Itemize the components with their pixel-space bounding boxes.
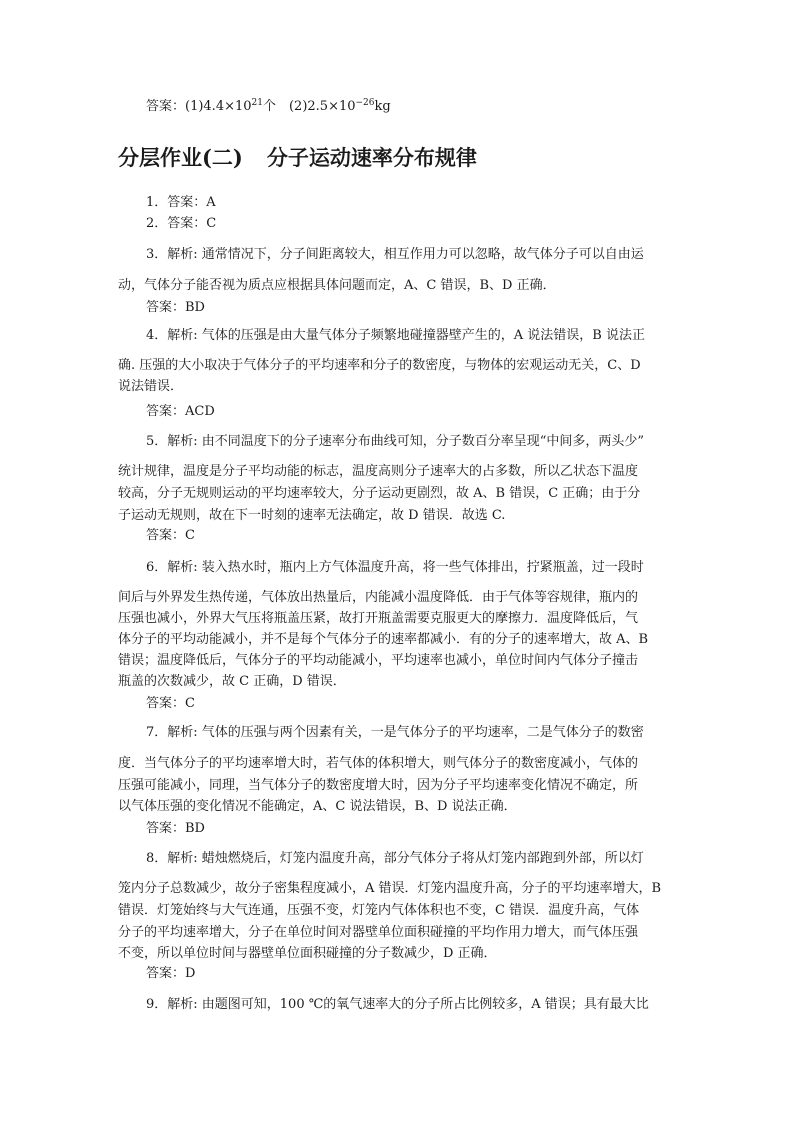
q9-line-1: 9．解析: 由题图可知，100 ℃的氧气速率大的分子所占比例较多，A 错误；具有最大比 [146, 997, 649, 1012]
top-answer-mid: 个 (2)2.5×10 [262, 99, 356, 114]
q8-line-1: 8．解析: 蜡烛燃烧后，灯笼内温度升高，部分气体分子将从灯笼内部跑到外部，所以灯 [146, 851, 644, 866]
q8-line-4: 分子的平均速率增大，分子在单位时间对器壁单位面积碰撞的平均作用力增大，而气体压强 [118, 925, 639, 940]
q7-line-4: 以气体压强的变化情况不能确定，A、C 说法错误，B、D 说法正确． [118, 799, 517, 814]
q6-line-2: 间后与外界发生热传递，气体放出热量后，内能减小温度降低．由于气体等容规律，瓶内的 [118, 590, 639, 605]
q5-line-3: 较高，分子无规则运动的平均速率较大，分子运动更剧烈，故 A、B 错误，C 正确；由于分 [118, 486, 641, 501]
top-answer-prefix: 答案：(1)4.4×10 [146, 99, 252, 114]
section-title [118, 144, 477, 172]
q7-answer: 答案：BD [146, 821, 205, 836]
q4-line-3: 说法错误． [118, 379, 184, 394]
q8-answer: 答案：D [146, 966, 196, 981]
q3-answer: 答案：BD [146, 300, 205, 315]
q6-line-6: 瓶盖的次数减少，故 C 正确，D 错误． [118, 674, 346, 689]
q7-line-1: 7．解析: 气体的压强与两个因素有关，一是气体分子的平均速率，二是气体分子的数密 [146, 725, 644, 740]
q5-line-4: 子运动无规则，故在下一时刻的速率无法确定，故 D 错误．故选 C. [118, 508, 506, 523]
q6-line-5: 错误；温度降低后，气体分子的平均动能减小，平均速率也减小，单位时间内气体分子撞击 [118, 653, 639, 668]
q5-line-1: 5．解析: 由不同温度下的分子速率分布曲线可知，分子数百分率呈现“中间多，两头少” [146, 434, 645, 449]
answer-q2: 2．答案：C [146, 216, 217, 231]
q3-line-2: 动，气体分子能否视为质点应根据具体问题而定，A、C 错误，B、D 正确． [118, 278, 556, 293]
q8-line-3: 错误．灯笼始终与大气连通，压强不变，灯笼内气体体积也不变，C 错误．温度升高，气体 [118, 903, 640, 918]
q6-line-3: 压强也减小，外界大气压将瓶盖压紧，故打开瓶盖需要克服更大的摩擦力．温度降低后，气 [118, 611, 639, 626]
section-title-b: 分子运动速率分布规律 [266, 145, 477, 170]
q5-answer: 答案：C [146, 528, 195, 543]
q8-line-5: 不变，所以单位时间与器壁单位面积碰撞的分子数减少，D 正确． [118, 946, 497, 961]
section-title-a: 分层作业(二) [118, 145, 243, 170]
q4-line-2: 确. 压强的大小取决于气体分子的平均速率和分子的数密度，与物体的宏观运动无关，C、D [118, 358, 641, 373]
q5-line-2: 统计规律，温度是分子平均动能的标志，温度高则分子速率大的占多数，所以乙状态下温度 [118, 464, 639, 479]
top-answer-exp2: −26 [355, 98, 375, 108]
top-answer-suffix: kg [374, 99, 391, 114]
q6-line-4: 体分子的平均动能减小，并不是每个气体分子的速率都减小．有的分子的速率增大，故 A、B [118, 632, 649, 647]
q8-line-2: 笼内分子总数减少，故分子密集程度减小，A 错误．灯笼内温度升高，分子的平均速率增大，B [118, 881, 662, 896]
q6-line-1: 6．解析: 装入热水时，瓶内上方气体温度升高，将一些气体排出，拧紧瓶盖，过一段时 [146, 560, 644, 575]
q6-answer: 答案：C [146, 696, 195, 711]
q4-answer: 答案：ACD [146, 404, 215, 419]
q7-line-2: 度．当气体分子的平均速率增大时，若气体的体积增大，则气体分子的数密度减小，气体的 [118, 756, 639, 771]
q7-line-3: 压强可能减小，同理，当气体分子的数密度增大时，因为分子平均速率变化情况不确定，所 [118, 778, 639, 793]
top-answer-exp1: 21 [251, 98, 263, 108]
answer-q1: 1．答案：A [146, 195, 216, 210]
q3-line-1: 3．解析: 通常情况下，分子间距离较大，相互作用力可以忽略，故气体分子可以自由运 [146, 247, 644, 262]
top-answer-line [146, 98, 391, 116]
q4-line-1: 4．解析: 气体的压强是由大量气体分子频繁地碰撞器壁产生的，A 说法错误，B 说法正 [146, 328, 645, 343]
